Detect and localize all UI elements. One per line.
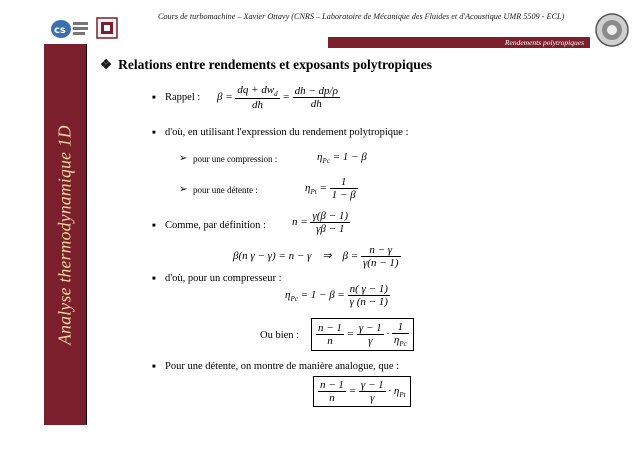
compression-equation: $\eta_{Pc} = 1 - \beta$ — [317, 151, 367, 166]
detente-analogue-text: ■ Pour une détente, on montre de manière analogue, que : — [165, 361, 399, 372]
gear-seal-icon — [594, 12, 630, 48]
compression-label: ➢ pour une compression : — [193, 154, 277, 164]
slide-title — [100, 57, 432, 73]
rappel-label: ■ Rappel : — [165, 92, 200, 103]
detente-label: ➢ pour une détente : — [193, 185, 258, 195]
sidebar-label: Analyse thermodynamique 1D — [54, 124, 75, 345]
lmfa-logo — [96, 17, 118, 39]
cnrs-ecl-logo — [50, 18, 90, 40]
derivation-equation: β(n γ − γ) = n − γ ⇒ β = $\frac{n - \gamma}{\gamma(n - 1)}$ — [233, 244, 399, 269]
rappel-equation: β = $\frac{dq + dw_d}{dh}$ = $\frac{dh - dp/\rho}{dh}$ — [217, 84, 338, 112]
lab-logo-icon — [96, 17, 118, 39]
diamond-bullet-icon: ❖ — [100, 57, 113, 72]
dou-compresseur: ■ d'où, pour un compresseur : — [165, 273, 282, 284]
svg-text:cs: cs — [54, 25, 66, 36]
ou-bien-label: Ou bien : — [260, 330, 300, 341]
divider-line — [86, 44, 87, 425]
ecl-seal-logo — [594, 12, 630, 48]
detente-boxed-equation: $\frac{n - 1}{n}$ = $\frac{\gamma - 1}{\gamma}$ · $\eta_{Pt}$ — [313, 376, 411, 407]
dou-polytropique: ■ d'où, en utilisant l'expression du rendement polytropique : — [165, 127, 409, 138]
detente-equation: $\eta_{Pt}$ = $\frac{1}{1 - \beta}$ — [305, 176, 356, 201]
course-header: Cours de turbomachine – Xavier Ottavy (CNRS – Laboratoire de Mécanique des Fluides et d'Acoustique UMR 5509 - ECL) — [158, 12, 565, 21]
compresseur-equation: $\eta_{Pc} = 1 - \beta$ = $\frac{n( \gamma - 1)}{\gamma (n - 1)}$ — [285, 283, 388, 308]
sidebar — [44, 44, 86, 425]
comme-label: ■ Comme, par définition : — [165, 220, 266, 231]
cnrs-logo-icon — [50, 18, 90, 40]
compresseur-boxed-equation: $\frac{n - 1}{n}$ = $\frac{\gamma - 1}{\gamma}$ · $\frac{1}{\eta_{Pc}}$ — [311, 318, 414, 351]
comme-equation: n = $\frac{\gamma(\beta - 1)}{\gamma\beta - 1}$ — [292, 210, 348, 235]
section-ribbon: Rendements polytropiques — [328, 37, 590, 48]
slide-title-text: Relations entre rendements et exposants polytropiques — [118, 57, 432, 72]
